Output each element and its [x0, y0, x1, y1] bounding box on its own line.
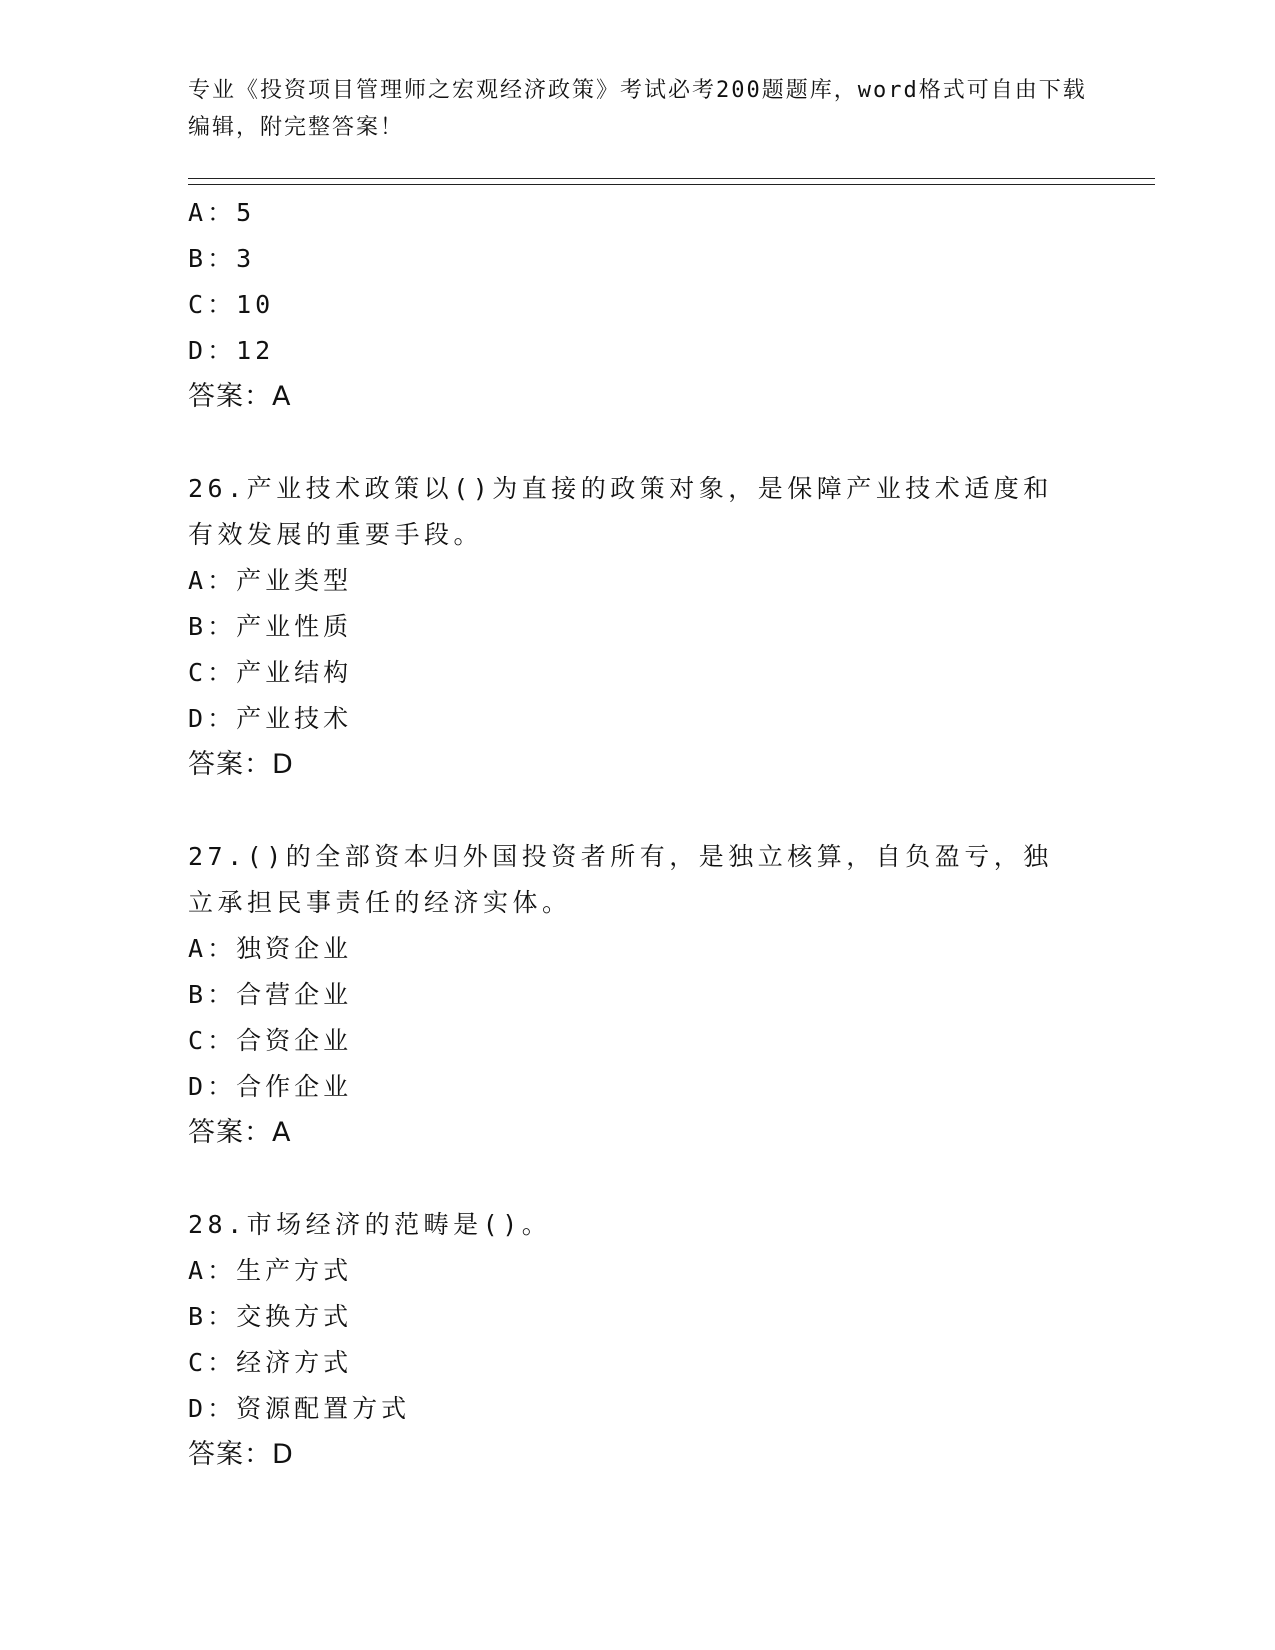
- option-line: C：产业结构: [188, 658, 353, 687]
- option-line: C：合资企业: [188, 1026, 353, 1055]
- question-block: [188, 466, 1088, 788]
- question-block: [188, 834, 1088, 1156]
- answer-line: 答案：D: [188, 1439, 294, 1470]
- option-line: D：产业技术: [188, 704, 353, 733]
- question-text: 27.()的全部资本归外国投资者所有，是独立核算，自负盈亏，独立承担民事责任的经济实体。: [188, 842, 1053, 917]
- option-line: C：10: [188, 290, 275, 319]
- option-line: B：合营企业: [188, 980, 353, 1009]
- question-block: [188, 1202, 1088, 1478]
- answer-line: 答案：D: [188, 749, 294, 780]
- option-line: A：5: [188, 198, 256, 227]
- option-line: B：交换方式: [188, 1302, 353, 1331]
- answer-line: 答案：A: [188, 1117, 292, 1148]
- document-header: 专业《投资项目管理师之宏观经济政策》考试必考200题题库，word格式可自由下载编辑，附完整答案！: [188, 78, 1087, 140]
- option-line: A：产业类型: [188, 566, 353, 595]
- question-text: 28.市场经济的范畴是()。: [188, 1210, 552, 1239]
- option-line: D：资源配置方式: [188, 1394, 411, 1423]
- option-line: D：合作企业: [188, 1072, 353, 1101]
- answer-line: 答案：A: [188, 381, 292, 412]
- option-line: B：产业性质: [188, 612, 353, 641]
- option-line: B：3: [188, 244, 256, 273]
- option-line: D：12: [188, 336, 275, 365]
- header-double-rule: [188, 178, 1155, 185]
- question-text: 26.产业技术政策以()为直接的政策对象，是保障产业技术适度和有效发展的重要手段。: [188, 474, 1053, 549]
- option-line: A：独资企业: [188, 934, 353, 963]
- option-line: C：经济方式: [188, 1348, 353, 1377]
- document-body: [188, 190, 1088, 1478]
- option-line: A：生产方式: [188, 1256, 353, 1285]
- continued-question: [188, 190, 1088, 420]
